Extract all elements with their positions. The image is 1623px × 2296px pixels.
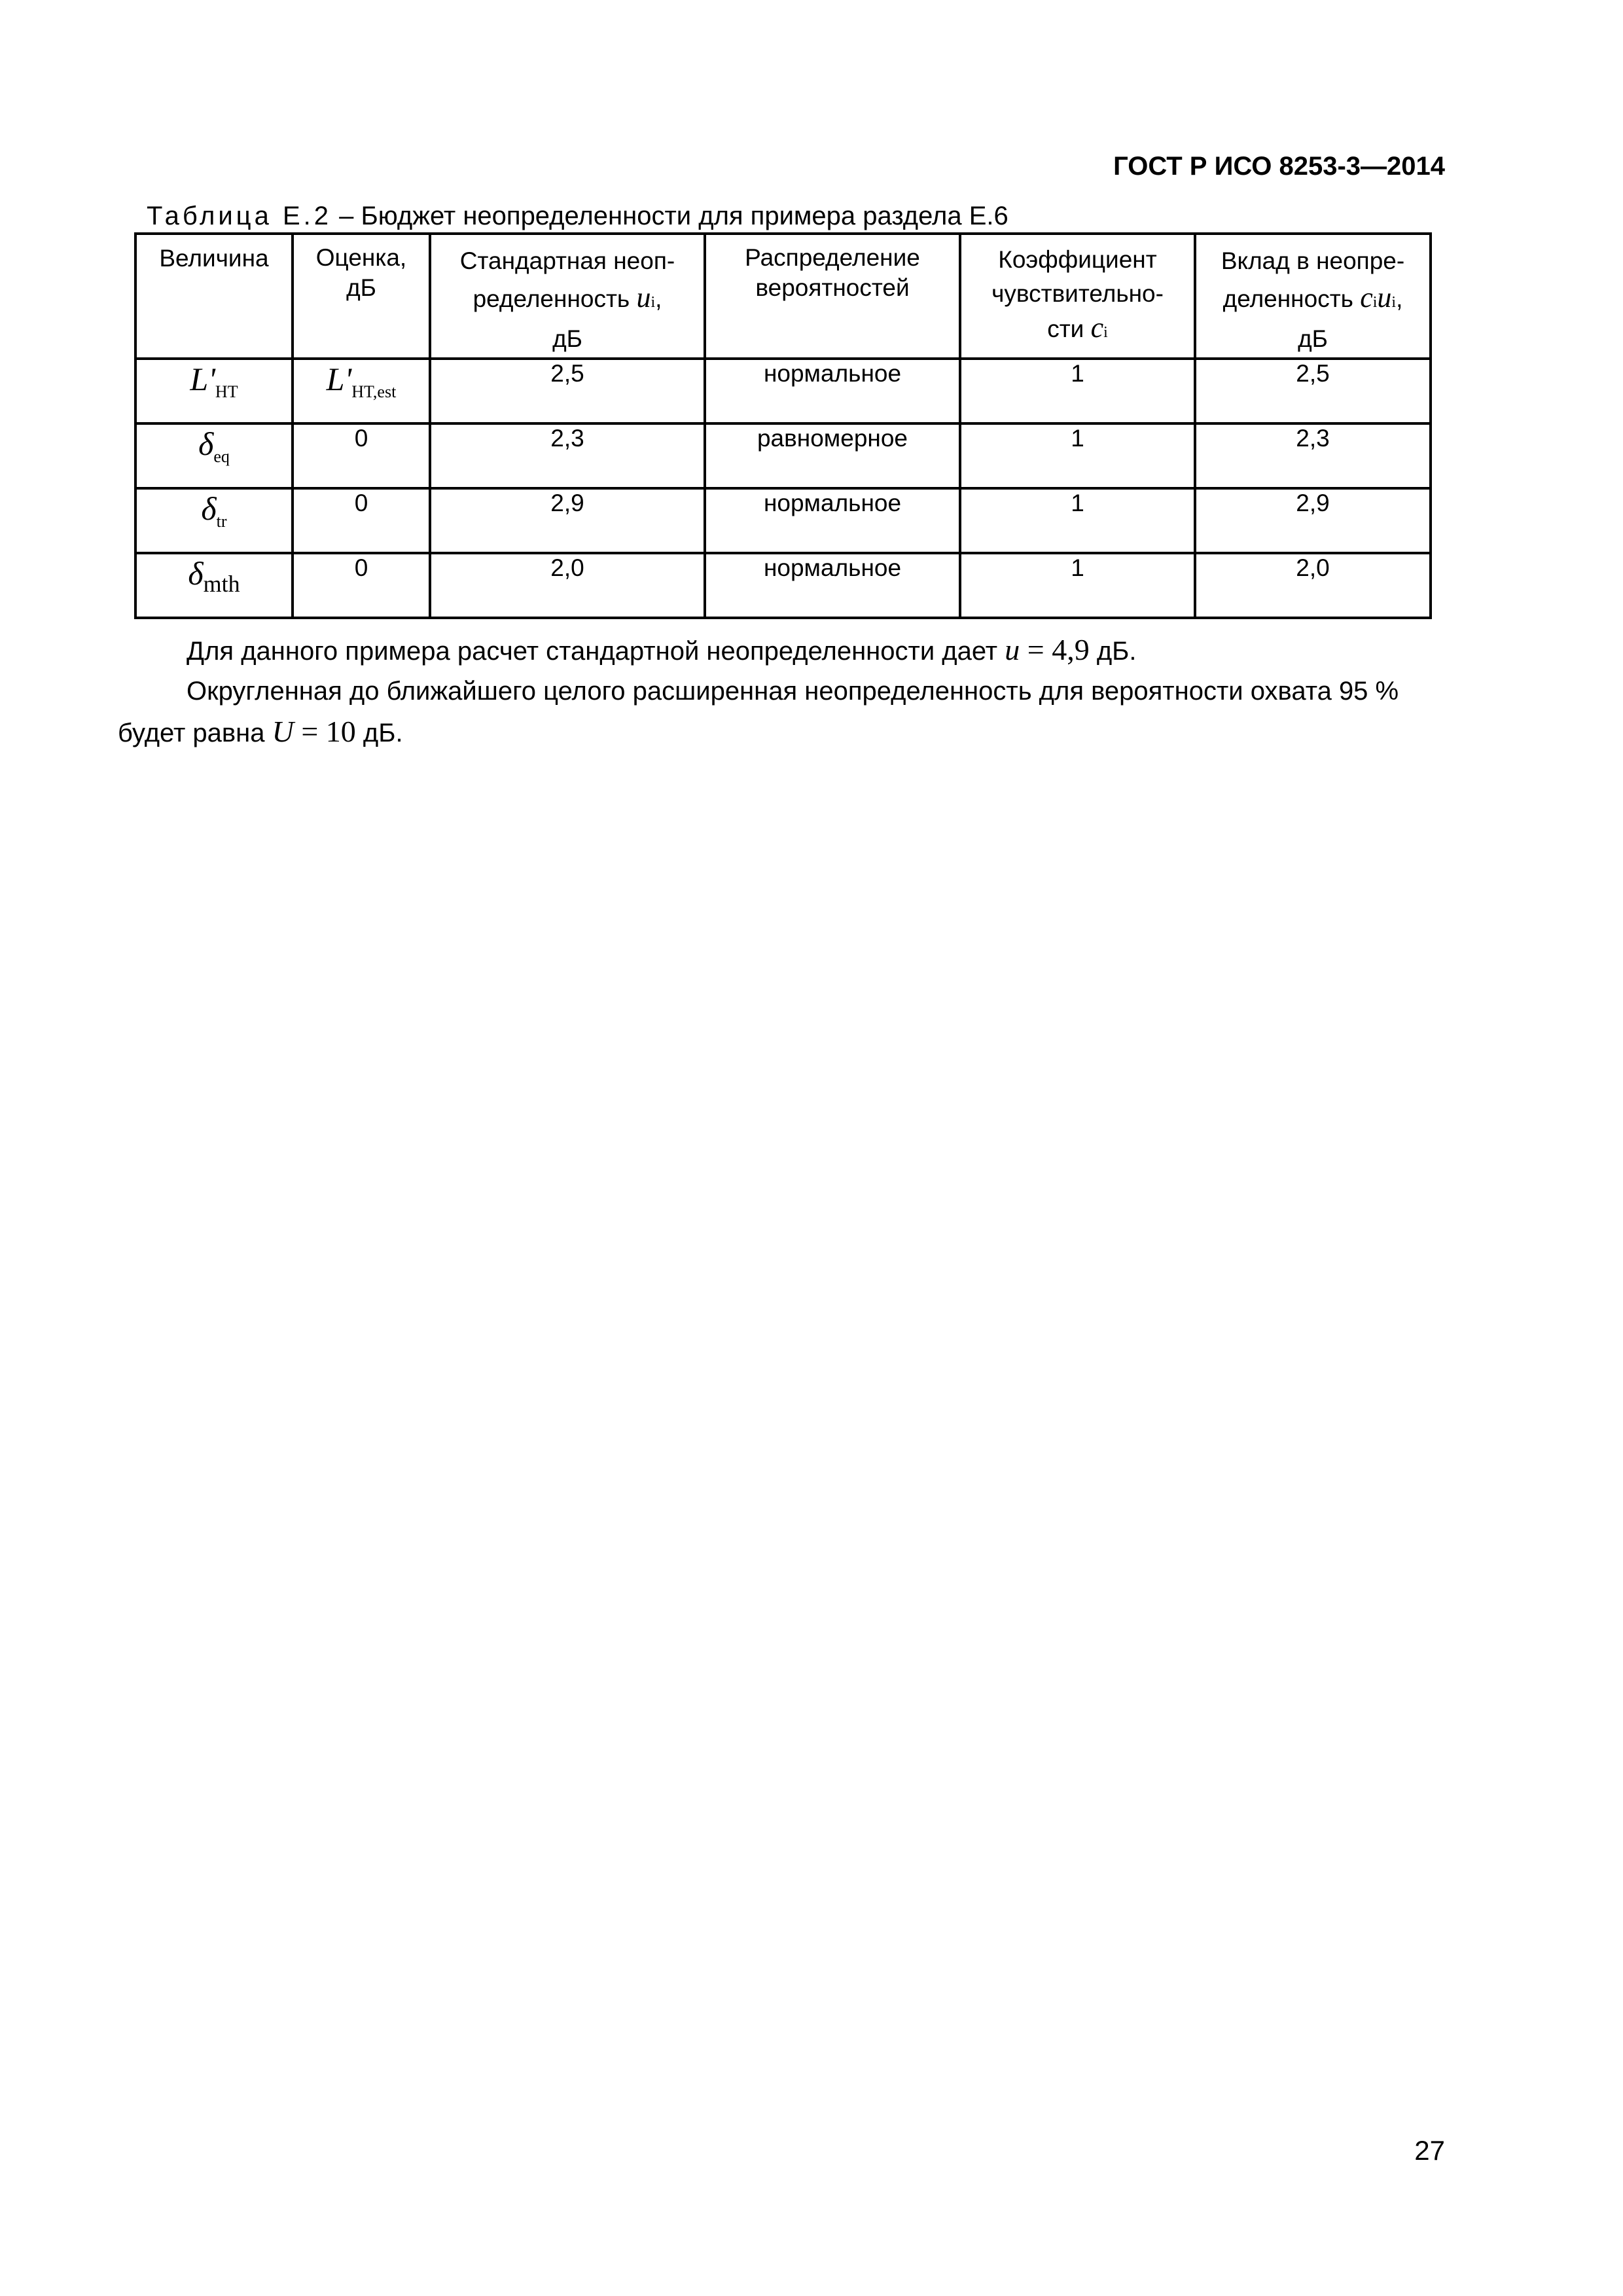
distribution-value: равномерное bbox=[705, 423, 960, 488]
table-caption bbox=[147, 201, 1008, 231]
standard-uncertainty-value: 2,9 bbox=[430, 488, 705, 553]
standard-uncertainty-value: 2,3 bbox=[430, 423, 705, 488]
estimate-value: $L'_{HT,est}$ bbox=[293, 359, 430, 423]
header-distribution: Распределение вероятностей bbox=[705, 234, 960, 359]
estimate-value: 0 bbox=[293, 488, 430, 553]
sensitivity-coefficient-value: 1 bbox=[960, 423, 1195, 488]
contribution-value: 2,3 bbox=[1195, 423, 1431, 488]
distribution-value: нормальное bbox=[705, 553, 960, 618]
table-caption-dash: – bbox=[339, 202, 354, 230]
distribution-value: нормальное bbox=[705, 359, 960, 423]
header-sensitivity-coefficient: Коэффициент чувствительно- сти ci bbox=[960, 234, 1195, 359]
header-quantity: Величина bbox=[135, 234, 293, 359]
contribution-value: 2,5 bbox=[1195, 359, 1431, 423]
paragraph-standard-uncertainty: Для данного примера расчет стандартной неопределенности дает u = 4,9 дБ. bbox=[187, 633, 1137, 666]
table-row bbox=[135, 553, 1431, 618]
table-caption-label: Таблица Е.2 bbox=[147, 202, 332, 230]
uncertainty-budget-table bbox=[134, 232, 1432, 619]
header-estimate: Оценка, дБ bbox=[293, 234, 430, 359]
sensitivity-coefficient-value: 1 bbox=[960, 553, 1195, 618]
table-caption-text: Бюджет неопределенности для примера раздела Е.6 bbox=[361, 202, 1008, 230]
table-row bbox=[135, 423, 1431, 488]
standard-uncertainty-value: 2,0 bbox=[430, 553, 705, 618]
standard-uncertainty-value: 2,5 bbox=[430, 359, 705, 423]
page-number: 27 bbox=[1414, 2135, 1445, 2166]
contribution-value: 2,0 bbox=[1195, 553, 1431, 618]
table-row bbox=[135, 359, 1431, 423]
sensitivity-coefficient-value: 1 bbox=[960, 359, 1195, 423]
quantity-symbol: $L'_{HT}$ bbox=[135, 359, 293, 423]
header-standard-uncertainty: Стандартная неоп- ределенность ui, дБ bbox=[430, 234, 705, 359]
quantity-symbol: $\delta_{tr}$ bbox=[135, 488, 293, 553]
quantity-symbol: $\delta_{eq}$ bbox=[135, 423, 293, 488]
contribution-value: 2,9 bbox=[1195, 488, 1431, 553]
estimate-value: 0 bbox=[293, 423, 430, 488]
document-header: ГОСТ Р ИСО 8253-3—2014 bbox=[1113, 152, 1445, 181]
quantity-symbol: $\delta_{mth}$ bbox=[135, 553, 293, 618]
estimate-value: 0 bbox=[293, 553, 430, 618]
header-contribution: Вклад в неопре- деленность ciui, дБ bbox=[1195, 234, 1431, 359]
table-header-row bbox=[135, 234, 1431, 359]
paragraph-expanded-uncertainty: Округленная до ближайшего целого расширенная неопределенность для вероятности охвата 95 % будет равна U = 10 дБ. bbox=[118, 677, 1399, 748]
sensitivity-coefficient-value: 1 bbox=[960, 488, 1195, 553]
distribution-value: нормальное bbox=[705, 488, 960, 553]
table-row bbox=[135, 488, 1431, 553]
